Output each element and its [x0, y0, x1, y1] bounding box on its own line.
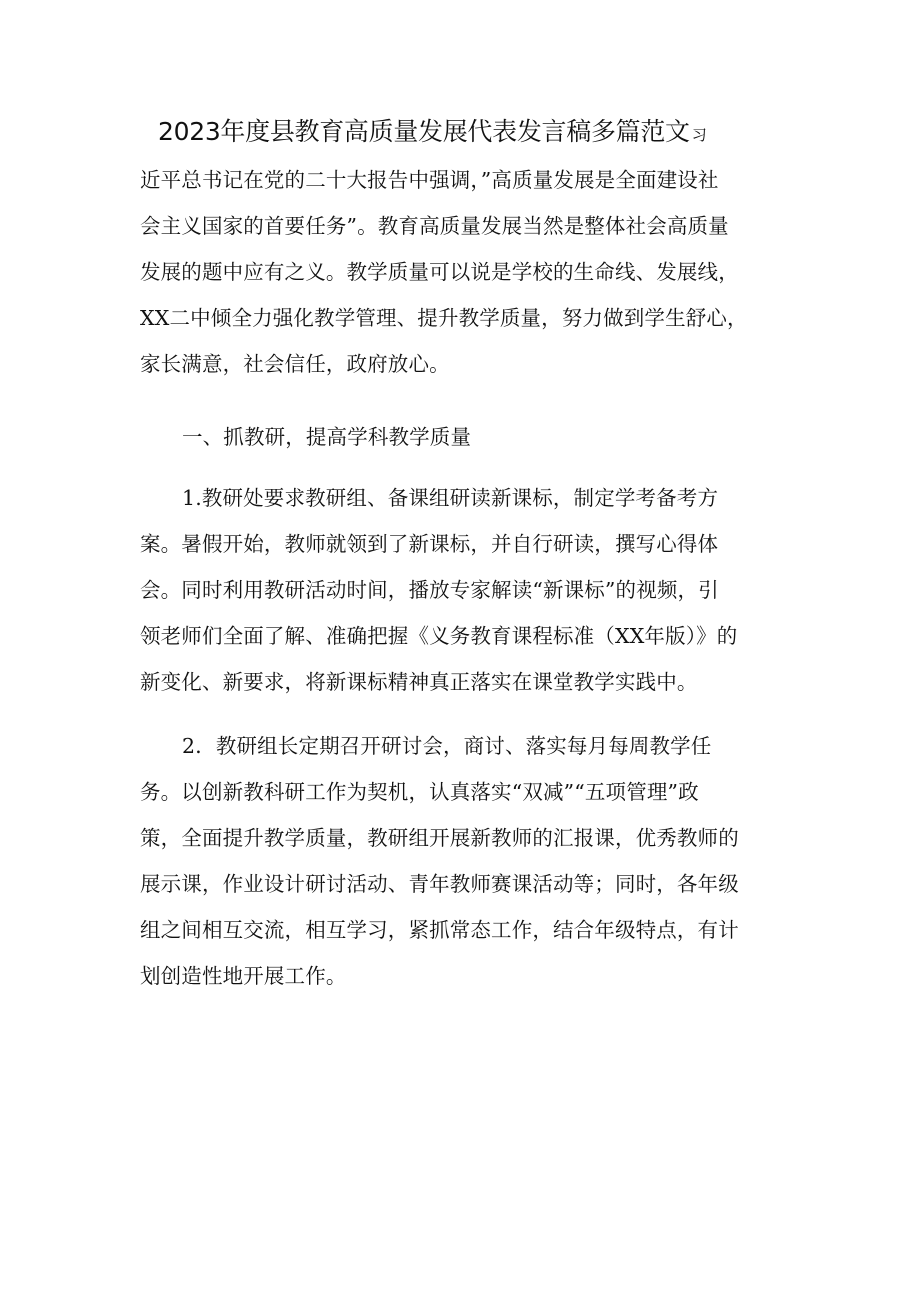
paragraph-line: 新变化、新要求，将新课标精神真正落实在课堂教学实践中。 — [140, 670, 698, 694]
paragraph-line: 会主义国家的首要任务”。教育高质量发展当然是整体社会高质量 — [140, 214, 729, 238]
paragraph-line: 策，全面提升教学质量，教研组开展新教师的汇报课，优秀教师的 — [140, 826, 739, 850]
paragraph-line: 家长满意，社会信任，政府放心。 — [140, 352, 450, 376]
paragraph-line: 会。同时利用教研活动时间，播放专家解读“新课标”的视频，引 — [140, 578, 719, 602]
title-text: 2023年度县教育高质量发展代表发言稿多篇范文 — [158, 117, 690, 146]
item-2-paragraph — [140, 723, 780, 999]
paragraph-line: 1.教研处要求教研组、备课组研读新课标，制定学考备考方 — [182, 486, 719, 510]
item-1-paragraph — [140, 475, 780, 705]
paragraph-line: 划创造性地开展工作。 — [140, 964, 347, 988]
paragraph-line: 近平总书记在党的二十大报告中强调，”高质量发展是全面建设社 — [140, 168, 719, 192]
paragraph-line: 组之间相互交流，相互学习，紧抓常态工作，结合年级特点，有计 — [140, 918, 739, 942]
document-title — [158, 113, 798, 154]
paragraph-line: 展示课，作业设计研讨活动、青年教师赛课活动等；同时，各年级 — [140, 872, 739, 896]
paragraph-line: 2．教研组长定期召开研讨会，商讨、落实每月每周教学任 — [182, 734, 712, 758]
paragraph-line: 发展的题中应有之义。教学质量可以说是学校的生命线、发展线， — [140, 260, 739, 284]
paragraph-line: XX二中倾全力强化教学管理、提升教学质量，努力做到学生舒心， — [140, 306, 748, 330]
intro-paragraph — [140, 157, 780, 387]
title-tail-text: 习 — [691, 126, 707, 144]
paragraph-line: 领老师们全面了解、准确把握《义务教育课程标准（XX年版）》的 — [140, 624, 738, 648]
paragraph-line: 案。暑假开始，教师就领到了新课标，并自行研读，撰写心得体 — [140, 532, 719, 556]
section-heading: 一、抓教研，提高学科教学质量 — [182, 425, 472, 449]
paragraph-line: 务。以创新教科研工作为契机，认真落实“双减”“五项管理”政 — [140, 780, 699, 804]
